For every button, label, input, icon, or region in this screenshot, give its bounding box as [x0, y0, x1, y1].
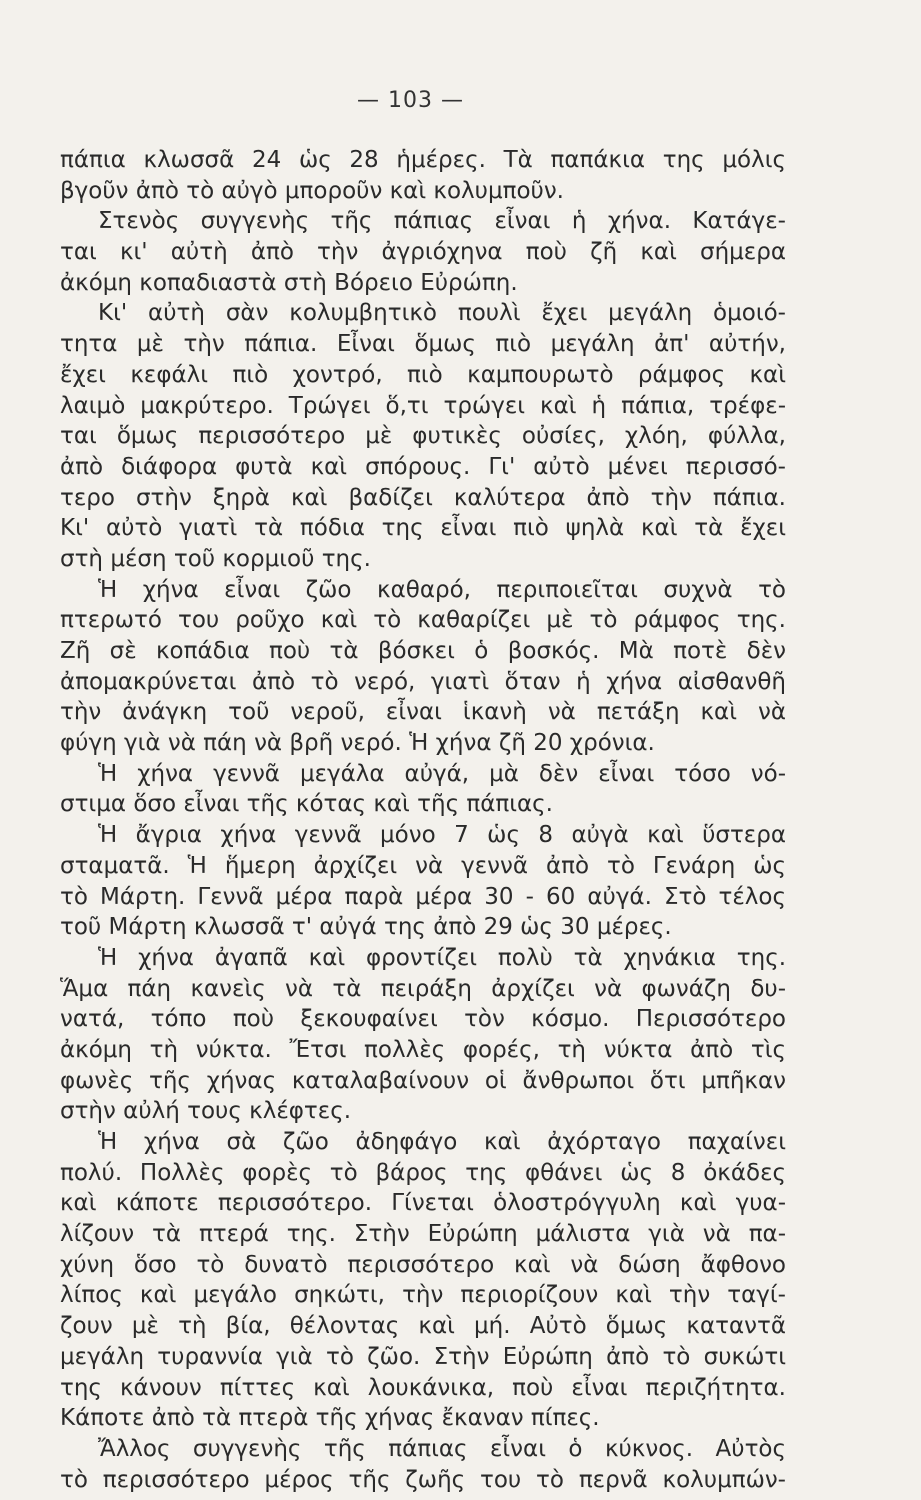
text-line: βγοῦν ἀπὸ τὸ αὐγὸ μποροῦν καὶ κολυμποῦν. [60, 177, 564, 204]
text-line: τὴν ἀνάγκη τοῦ νεροῦ, εἶναι ἱκανὴ νὰ πετάξη καὶ νὰ [60, 699, 786, 726]
text-line: φύγη γιὰ νὰ πάη νὰ βρῆ νερό. Ἡ χήνα ζῆ 20 χρόνια. [60, 730, 655, 757]
text-line: στὴ μέση τοῦ κορμιοῦ της. [60, 545, 371, 572]
text-line: Στενὸς συγγενὴς τῆς πάπιας εἶναι ἡ χήνα. Κατάγε- [98, 208, 786, 235]
text-line: Ἡ χήνα σὰ ζῶο ἀδηφάγο καὶ ἀχόρταγο παχαίνει [98, 1129, 786, 1155]
text-line: Ἡ ἄγρια χήνα γεννᾶ μόνο 7 ὡς 8 αὐγὰ καὶ ὕστερα [98, 822, 786, 849]
text-line: πολύ. Πολλὲς φορὲς τὸ βάρος της φθάνει ὡς 8 ὀκάδες [60, 1159, 786, 1186]
text-line: τοῦ Μάρτη κλωσσᾶ τ' αὐγά της ἀπὸ 29 ὡς 30 μέρες. [60, 914, 672, 941]
text-line: πάπια κλωσσᾶ 24 ὡς 28 ἡμέρες. Τὰ παπάκια της μόλις [60, 147, 786, 173]
text-line: χύνη ὅσο τὸ δυνατὸ περισσότερο καὶ νὰ δώση ἄφθονο [60, 1251, 786, 1278]
text-line: λίζουν τὰ πτερά της. Στὴν Εὐρώπη μάλιστα γιὰ νὰ πα- [60, 1221, 786, 1248]
text-line: τερο στὴν ξηρὰ καὶ βαδίζει καλύτερα ἀπὸ τὴν πάπια. [60, 484, 786, 511]
text-line: ται ὅμως περισσότερο μὲ φυτικὲς οὐσίες, χλόη, φύλλα, [60, 423, 786, 450]
text-line: Κι' αὐτὴ σὰν κολυμβητικὸ πουλὶ ἔχει μεγάλη ὁμοιό- [98, 300, 786, 327]
text-line: στὴν αὐλή τους κλέφτες. [60, 1098, 352, 1125]
text-line: λαιμὸ μακρύτερο. Τρώγει ὅ,τι τρώγει καὶ ἡ πάπια, τρέφε- [60, 392, 786, 419]
text-line: Ἡ χήνα εἶναι ζῶο καθαρό, περιποιεῖται συχνὰ τὸ [98, 576, 786, 603]
text-line: πτερωτό του ροῦχο καὶ τὸ καθαρίζει μὲ τὸ ράμφος της. [60, 607, 786, 634]
text-line: τὸ Μάρτη. Γεννᾶ μέρα παρὰ μέρα 30 - 60 αὐγά. Στὸ τέλος [60, 883, 786, 910]
text-line: ἀπομακρύνεται ἀπὸ τὸ νερό, γιατὶ ὅταν ἡ χήνα αἰσθανθῆ [60, 668, 786, 695]
text-line: στιμα ὅσο εἶναι τῆς κότας καὶ τῆς πάπιας. [60, 791, 553, 818]
text-line: καὶ κάποτε περισσότερο. Γίνεται ὁλοστρόγγυλη καὶ γυα- [60, 1190, 786, 1217]
text-line: Ἡ χήνα ἀγαπᾶ καὶ φροντίζει πολὺ τὰ χηνάκια της. [98, 944, 786, 971]
text-line: φωνὲς τῆς χήνας καταλαβαίνουν οἱ ἄνθρωποι ὅτι μπῆκαν [60, 1067, 786, 1094]
body-text [60, 145, 786, 1495]
text-line: Κι' αὐτὸ γιατὶ τὰ πόδια της εἶναι πιὸ ψηλὰ καὶ τὰ ἔχει [60, 515, 786, 542]
page-number: — 103 — [357, 88, 464, 113]
text-line: λίπος καὶ μεγάλο σηκώτι, τὴν περιορίζουν καὶ τὴν ταγί- [60, 1282, 786, 1309]
text-line: ἀκόμη τὴ νύκτα. Ἔτσι πολλὲς φορές, τὴ νύκτα ἀπὸ τὶς [60, 1036, 786, 1063]
text-line: Κάποτε ἀπὸ τὰ πτερὰ τῆς χήνας ἔκαναν πίπες. [60, 1405, 600, 1432]
text-line: της κάνουν πίττες καὶ λουκάνικα, ποὺ εἶναι περιζήτητα. [60, 1374, 786, 1401]
text-line: μεγάλη τυραννία γιὰ τὸ ζῶο. Στὴν Εὐρώπη ἀπὸ τὸ συκώτι [60, 1343, 786, 1370]
text-line: ται κι' αὐτὴ ἀπὸ τὴν ἀγριόχηνα ποὺ ζῆ καὶ σήμερα [60, 239, 786, 266]
text-line: σταματᾶ. Ἡ ἥμερη ἀρχίζει νὰ γεννᾶ ἀπὸ τὸ Γενάρη ὡς [60, 852, 786, 879]
text-line: Ἅμα πάη κανεὶς νὰ τὰ πειράξη ἀρχίζει νὰ φωνάζη δυ- [60, 975, 786, 1002]
text-line: ἀπὸ διάφορα φυτὰ καὶ σπόρους. Γι' αὐτὸ μένει περισσό- [60, 453, 786, 480]
text-line: τὸ περισσότερο μέρος τῆς ζωῆς του τὸ περνᾶ κολυμπών- [60, 1466, 786, 1493]
text-line: νατά, τόπο ποὺ ξεκουφαίνει τὸν κόσμο. Περισσότερο [60, 1006, 786, 1033]
text-line: Ζῆ σὲ κοπάδια ποὺ τὰ βόσκει ὁ βοσκός. Μὰ ποτὲ δὲν [60, 638, 786, 664]
text-line: τητα μὲ τὴν πάπια. Εἶναι ὅμως πιὸ μεγάλη ἀπ' αὐτήν, [60, 331, 786, 358]
text-line: Ἡ χήνα γεννᾶ μεγάλα αὐγά, μὰ δὲν εἶναι τόσο νό- [98, 760, 786, 787]
text-line: ζουν μὲ τὴ βία, θέλοντας καὶ μή. Αὐτὸ ὅμως καταντᾶ [60, 1313, 786, 1340]
text-line: ἔχει κεφάλι πιὸ χοντρό, πιὸ καμπουρωτὸ ράμφος καὶ [60, 361, 786, 388]
text-line: Ἄλλος συγγενὴς τῆς πάπιας εἶναι ὁ κύκνος. Αὐτὸς [98, 1435, 786, 1462]
text-line: ἀκόμη κοπαδιαστὰ στὴ Βόρειο Εὐρώπη. [60, 269, 518, 296]
